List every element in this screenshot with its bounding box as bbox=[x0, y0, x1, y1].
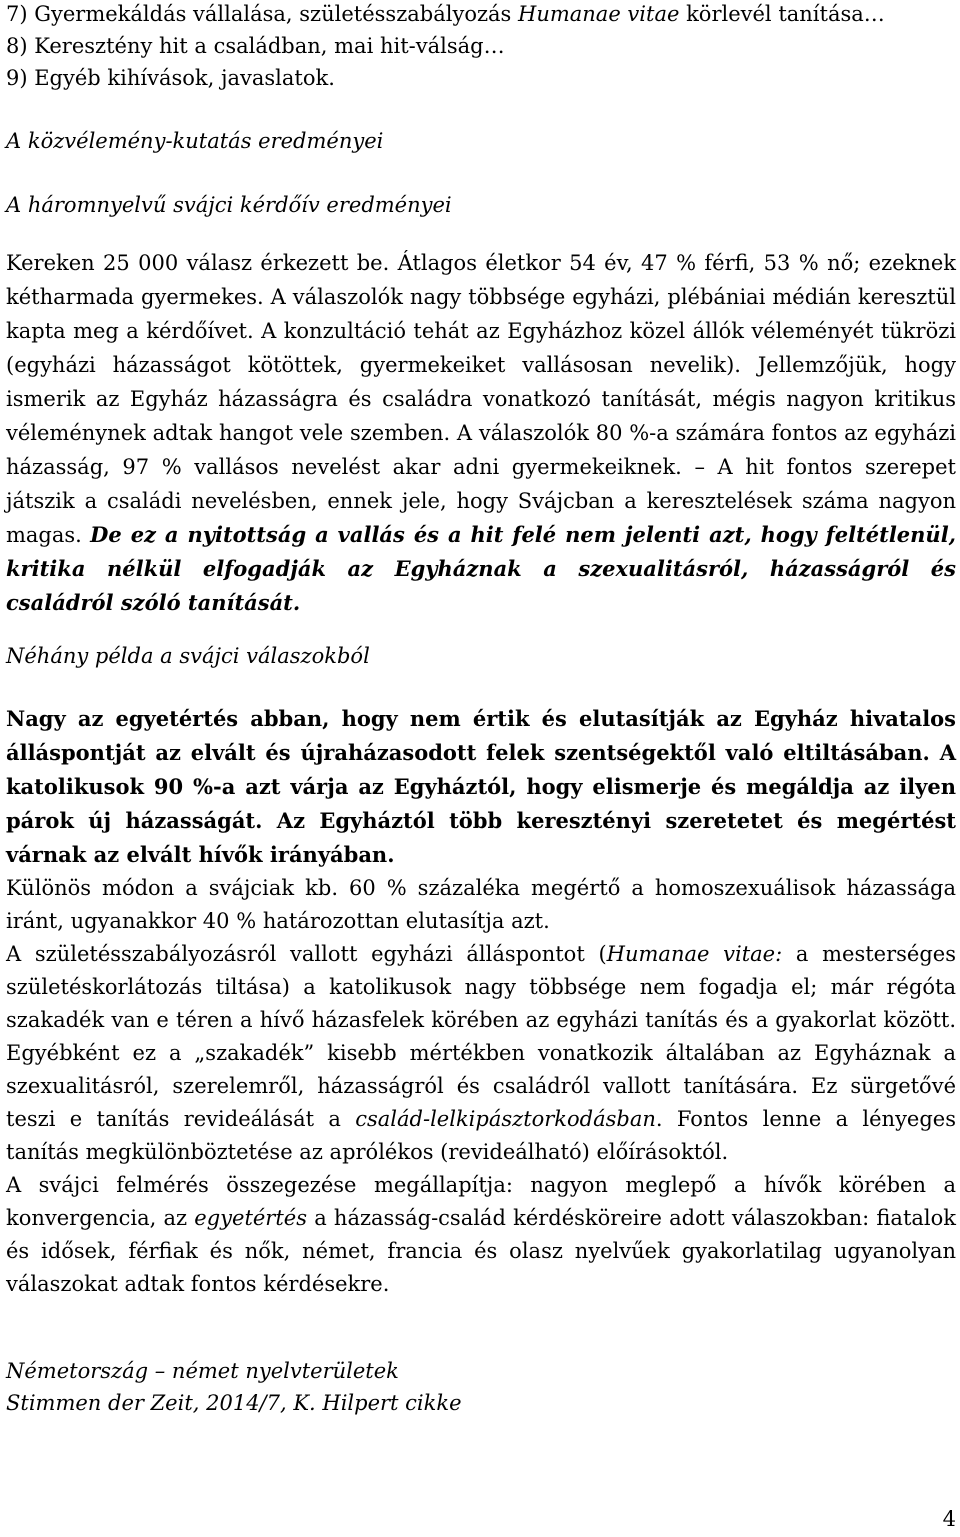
document-page bbox=[6, 0, 956, 1419]
humanae-vitae-title: Humanae vitae bbox=[518, 2, 680, 26]
list-item-9: 9) Egyéb kihívások, javaslatok. bbox=[6, 66, 335, 90]
paragraph-conclusion bbox=[6, 1169, 956, 1301]
heading-germany: Németország – német nyelvterületek bbox=[6, 1359, 399, 1383]
list-item-7-text: 7) Gyermekáldás vállalása, születésszabályozás bbox=[6, 2, 519, 26]
source-citation: Stimmen der Zeit, 2014/7, K. Hilpert cikke bbox=[6, 1391, 462, 1415]
paragraph-birth-control bbox=[6, 938, 956, 1169]
paragraph-swiss-summary-text: Kereken 25 000 válasz érkezett be. Átlagos életkor 54 év, 47 % férfi, 53 % nő; ezeknek kétharmada gyermekes. A válaszolók nagy többsége egyházi, plébániai médián keresztül kapta meg a kérdőívet. A konzultáció tehát az Egyházhoz közel állók véleményét tükrözi (egyházi házasságot kötöttek, gyermekeiket vallásosan nevelik). Jellemzőjük, hogy ismerik az Egyház házasságra és családra vonatkozó tanítását, mégis nagyon kritikus véleménynek adtak hangot vele szemben. A válaszolók 80 %-a számára fontos az egyházi házasság, 97 % vallásos nevelést akar adni gyermekeiknek. – A hit fontos szerepet játszik a családi nevelésben, ennek jele, hogy Svájcban a keresztelések száma nagyon magas. bbox=[6, 251, 956, 547]
list-item-7 bbox=[6, 0, 956, 30]
family-pastoral-term: család-lelkipásztorkodásban bbox=[355, 1107, 656, 1131]
humanae-vitae-ref: Humanae vitae: bbox=[606, 942, 783, 966]
agreement-term: egyetértés bbox=[194, 1206, 307, 1230]
paragraph-birth-control-text-a: A születésszabályozásról vallott egyházi álláspontot ( bbox=[6, 942, 607, 966]
paragraph-swiss-summary-emphasis: De ez a nyitottság a vallás és a hit felé nem jelenti azt, hogy feltétlenül, kritika nélkül elfogadják az Egyháznak a szexualitásról, házasságról és családról szóló tanítását. bbox=[6, 522, 956, 615]
heading-swiss-results: A háromnyelvű svájci kérdőív eredményei bbox=[6, 193, 452, 217]
page-number: 4 bbox=[942, 1507, 956, 1531]
paragraph-conclusion-text-b: a házasság-család kérdésköreire adott válaszokban: fiatalok és idősek, férfiak és nők, német, francia és olasz nyelvűek gyakorlatilag ugyanolyan válaszokat adtak fontos kérdésekre. bbox=[6, 1206, 956, 1296]
heading-survey-results: A közvélemény-kutatás eredményei bbox=[6, 129, 384, 153]
paragraph-homosexual: Különös módon a svájciak kb. 60 % százaléka megértő a homoszexuálisok házassága iránt, ugyanakkor 40 % határozottan elutasítja azt. bbox=[6, 876, 956, 933]
paragraph-birth-control-text-b: a mesterséges születéskorlátozás tiltása) a katolikusok nagy többsége nem fogadja el; már régóta szakadék van e téren a hívő házasfelek körében az egyházi tanítás és a gyakorlat között. Egyébként ez a „szakadék” kisebb mértékben vonatkozik általában az Egyháznak a szexualitásról, szerelemről, házasságról és családról vallott tanítására. Ez sürgetővé teszi e tanítás revideálását a bbox=[6, 942, 956, 1131]
paragraph-remarried: Nagy az egyetértés abban, hogy nem értik és elutasítják az Egyház hivatalos álláspontját az elvált és újraházasodott felek szentségektől való eltiltásában. A katolikusok 90 %-a azt várja az Egyháztól, hogy elismerje és megáldja az ilyen párok új házasságát. Az Egyháztól több keresztényi szeretetet és megértést várnak az elvált hívők irányában. bbox=[6, 706, 956, 867]
list-item-8: 8) Keresztény hit a családban, mai hit-válság… bbox=[6, 34, 505, 58]
heading-examples: Néhány példa a svájci válaszokból bbox=[6, 644, 370, 668]
list-item-7-text-end: körlevél tanítása… bbox=[679, 2, 885, 26]
paragraph-birth-control-text-c: . Fontos lenne a lényeges tanítás megkülönböztetése az aprólékos (revideálható) előírásoktól. bbox=[6, 1107, 957, 1164]
paragraph-conclusion-text-a: A svájci felmérés összegezése megállapítja: nagyon meglepő a hívők körében a konvergencia, az bbox=[6, 1173, 956, 1230]
paragraph-swiss-summary bbox=[6, 246, 956, 620]
